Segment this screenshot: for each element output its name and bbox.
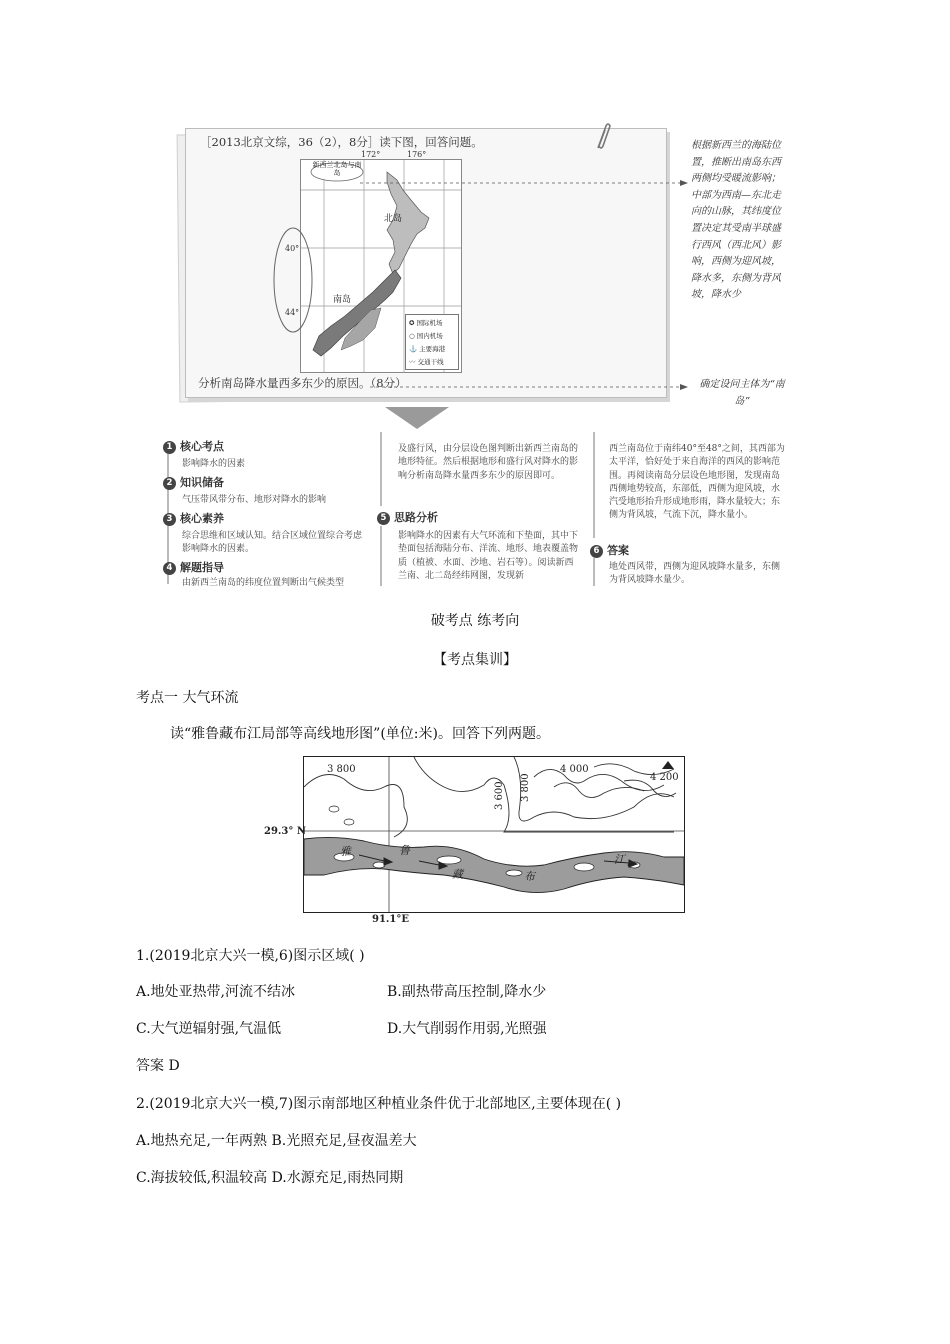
legend-label: 国内机场 [416, 332, 443, 340]
north-arrow-icon [662, 761, 674, 769]
knowledge-body: 气压带风带分布、地形对降水的影响 [182, 495, 327, 505]
knowledge-title-text: 知识储备 [180, 476, 224, 489]
legend-item: 〰 交通干线 [409, 358, 444, 366]
thinking-body: 影响降水的因素有大气环流和下垫面，其中下垫面包括海陆分布、洋流、地形、地表覆盖物质（植被、水面、沙地、岩石等）。阅读新西兰南、北二岛经纬网图，发现新 [398, 531, 579, 581]
answer-title-text: 答案 [607, 544, 629, 557]
legend-label: 国际机场 [416, 319, 443, 327]
step-5-icon: 5 [377, 512, 390, 525]
question-1-stem: 1.(2019北京大兴一模,6)图示区域( ) [136, 948, 365, 964]
column-divider [593, 558, 595, 586]
step-6-icon: 6 [590, 545, 603, 558]
lon-label: 91.1°E [372, 914, 409, 925]
question-1-answer: 答案 D [136, 1058, 180, 1074]
lon-label-172: 172° [361, 150, 381, 159]
col3-body: 西兰南岛位于南纬40°至48°之间，其西部为太平洋，恰好处于来自海洋的西风的影响范围。再阅读南岛分层设色地形图，发现南岛西侧地势较高，东部低，西侧为迎风坡，水汽受地形抬升形成地形雨，降水量较大；东侧为背风坡，气流下沉，降水量小。 [609, 444, 785, 521]
lat-label-44: 44° [285, 308, 300, 317]
contour-map [303, 756, 685, 913]
legend-item: ⚓ 主要海港 [409, 345, 446, 353]
step-4-icon: 4 [163, 562, 176, 575]
yarlung-river [304, 837, 684, 892]
contour-label: 3 600 [494, 781, 505, 810]
intro-text: 读“雅鲁藏布江局部等高线地形图”(单位:米)。回答下列两题。 [170, 726, 550, 742]
river-char: 江 [614, 853, 625, 866]
step-2-icon: 2 [163, 477, 176, 490]
example-question: 分析南岛降水量西多东少的原因。（8分） [198, 376, 407, 390]
question-1-option-b: B.副热带高压控制,降水少 [387, 984, 547, 1000]
lat-label-40: 40° [285, 244, 300, 253]
step-1-icon: 1 [163, 441, 176, 454]
annotation-note-2: 确定设问主体为“南岛” [699, 379, 785, 407]
core-title [163, 438, 224, 454]
contour-label: 4 200 [650, 772, 679, 783]
section-heading: 破考点 练考向 [430, 613, 520, 629]
thinking-title [377, 509, 438, 525]
legend-item: ○ 国内机场 [409, 332, 443, 340]
topic-title: 考点一 大气环流 [136, 690, 239, 706]
literacy-body: 综合思维和区域认知。结合区域位置综合考虑影响降水的因素。 [182, 531, 363, 555]
annotation-connectors [360, 175, 690, 395]
lon-label-176: 176° [407, 150, 427, 159]
paperclip-icon [592, 122, 612, 152]
legend-label: 交通干线 [417, 358, 444, 366]
step-3-icon: 3 [163, 513, 176, 526]
col2-body: 及盛行风，由分层设色图判断出新西兰南岛的地形特征。然后根据地形和盛行风对降水的影响分析南岛降水量西多东少的原因即可。 [398, 444, 579, 481]
question-2-options-cd: C.海拔较低,积温较高 D.水源充足,雨热同期 [136, 1170, 404, 1186]
column-divider [593, 432, 595, 538]
south-island-label: 南岛 [333, 295, 352, 305]
lat-label: 29.3° N [264, 826, 306, 837]
core-title-text: 核心考点 [180, 440, 224, 453]
river-char: 雅 [340, 845, 351, 858]
question-1-option-d: D.大气削弱作用弱,光照强 [387, 1021, 547, 1037]
river-char: 布 [524, 870, 535, 883]
literacy-title [163, 510, 224, 526]
river-char: 鲁 [399, 844, 410, 857]
map-title: 新西兰北岛与南岛 [312, 161, 362, 177]
question-1-option-c: C.大气逆辐射强,气温低 [136, 1021, 282, 1037]
contour-label: 4 000 [560, 764, 589, 775]
contour-map-drawing [304, 757, 684, 912]
literacy-title-text: 核心素养 [180, 512, 224, 525]
column-divider [380, 432, 382, 506]
question-1-option-a: A.地处亚热带,河流不结冰 [136, 984, 296, 1000]
thinking-title-text: 思路分析 [394, 511, 438, 524]
guide-title [163, 559, 224, 575]
north-island-label: 北岛 [384, 214, 403, 224]
river-char: 藏 [452, 868, 463, 881]
question-2-stem: 2.(2019北京大兴一模,7)图示南部地区种植业条件优于北部地区,主要体现在( ) [136, 1096, 622, 1112]
answer-title [590, 542, 629, 558]
knowledge-title [163, 474, 224, 490]
example-header: ［2013北京文综，36（2），8分］读下图，回答问题。 [200, 135, 483, 149]
section-subheading: 【考点集训】 [433, 652, 517, 668]
contour-label: 3 800 [520, 773, 531, 802]
guide-title-text: 解题指导 [180, 561, 224, 574]
contour-label: 3 800 [327, 764, 356, 775]
legend-item: ✪ 国际机场 [409, 319, 443, 327]
question-2-options-ab: A.地热充足,一年两熟 B.光照充足,昼夜温差大 [136, 1133, 417, 1149]
guide-body: 由新西兰南岛的纬度位置判断出气候类型 [182, 578, 345, 588]
latitude-highlight [272, 226, 314, 334]
down-arrow-icon [385, 407, 449, 429]
answer-body: 地处西风带，西侧为迎风坡降水量多，东侧为背风坡降水量少。 [609, 562, 781, 586]
core-body: 影响降水的因素 [182, 459, 246, 469]
legend-label: 主要海港 [419, 345, 446, 353]
annotation-note-1: 根据新西兰的海陆位置，推断出南岛东西两侧均受暖流影响；中部为西南—东北走向的山脉，其纬度位置决定其受南半球盛行西风（西北风）影响，西侧为迎风坡，降水多，东侧为背风坡，降水少 [691, 140, 781, 301]
column-divider [380, 526, 382, 586]
